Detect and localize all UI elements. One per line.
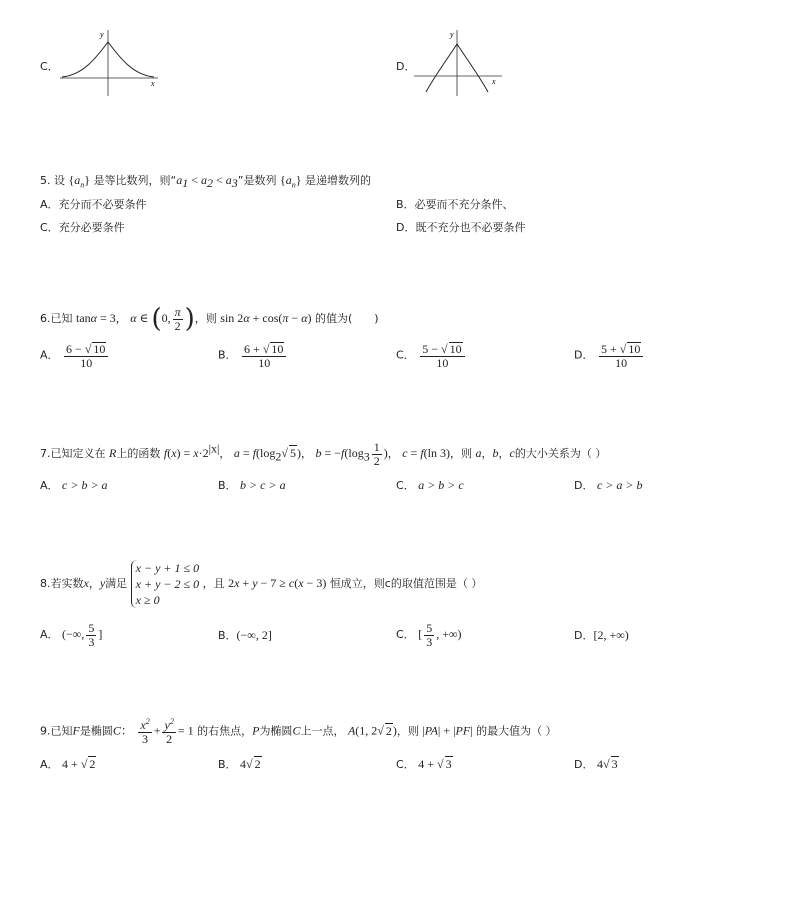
question-6-option-a: A． $\frac{6 - √ 10}{10}$ (40, 342, 110, 369)
question-7-option-b: B． b > c > a (218, 478, 286, 492)
question-7-option-c: C． a > b > c (396, 478, 464, 492)
axis-x-label: x (151, 79, 155, 88)
axis-y-label: y (100, 30, 104, 39)
question-6-option-d: D． $\frac{5 + √ 10}{10}$ (574, 342, 645, 369)
question-9-option-d: D． 4√ 3 (574, 757, 618, 771)
question-6-stem: 6.已知 tanα = 3， α ∈ (0, $\frac{\pi}{2}$ )，则 sin 2α + cos(π − α) 的值为( ) (40, 304, 379, 334)
question-6-option-c: C． $\frac{5 - √ 10}{10}$ (396, 342, 467, 369)
axis-y-label: y (450, 30, 454, 39)
question-9-stem: 9.已知F是椭圆C： $\frac{x^2}{3}$ + $\frac{y^2}{2}$ = 1 的右焦点，P为椭圆C上一点， A(1, 2√ 2)，则 |PA| + |PF| 的最大值为（ ） (40, 717, 557, 746)
question-9-option-c: C． 4 + √ 3 (396, 757, 452, 771)
question-8-option-d: D．[2, +∞) (574, 628, 629, 642)
question-7-option-d: D． c > a > b (574, 478, 643, 492)
question-9-option-a: A． 4 + √ 2 (40, 757, 96, 771)
question-5-option-c: C．充分必要条件 (40, 221, 125, 234)
question-6-option-b: B． $\frac{6 + √ 10}{10}$ (218, 342, 288, 369)
question-9-option-b: B． 4√ 2 (218, 757, 261, 771)
question-8-stem: 8.若实数x，y满足 x − y + 1 ≤ 0 x + y − 2 ≤ 0 x ≥ 0 ，且 2x + y − 7 ≥ c(x − 3) 恒成立，则c的取值范围是（ ） (40, 561, 483, 607)
question-5-option-d: D．既不充分也不必要条件 (396, 221, 526, 234)
option-d-graph (412, 28, 504, 100)
constraint-system: x − y + 1 ≤ 0 x + y − 2 ≤ 0 x ≥ 0 (131, 560, 199, 608)
question-7-option-a: A． c > b > a (40, 478, 108, 492)
question-7-stem: 7.已知定义在 R上的函数 $f(x) = x\cdot 2^{|x|}$， $a = f(\log_2√$ 5)， $b = -f(\log_3$ $\frac{1}{2}$ )， c = f(ln 3)，则 a，b，c的大小关系为（ ） (40, 440, 607, 468)
option-d-label: D． (396, 60, 416, 73)
question-8-option-a: A． (−∞, $\frac{5}{3}$ ] (40, 621, 103, 649)
option-c-label: C． (40, 60, 59, 73)
question-5-stem: 5. 设 $\{a_n\}$ 是等比数列，则“$a_1 < a_2 < a_3$”是数列 $\{a_n\}$ 是递增数列的 (40, 173, 372, 191)
option-c-graph (58, 28, 162, 100)
question-5-option-b: B．必要而不充分条件、 (396, 198, 514, 211)
question-8-option-c: C． [ $\frac{5}{3}$ , +∞) (396, 621, 462, 649)
question-8-option-b: B．(−∞, 2] (218, 628, 272, 642)
axis-x-label: x (492, 77, 496, 86)
question-5-option-a: A．充分而不必要条件 (40, 198, 147, 211)
